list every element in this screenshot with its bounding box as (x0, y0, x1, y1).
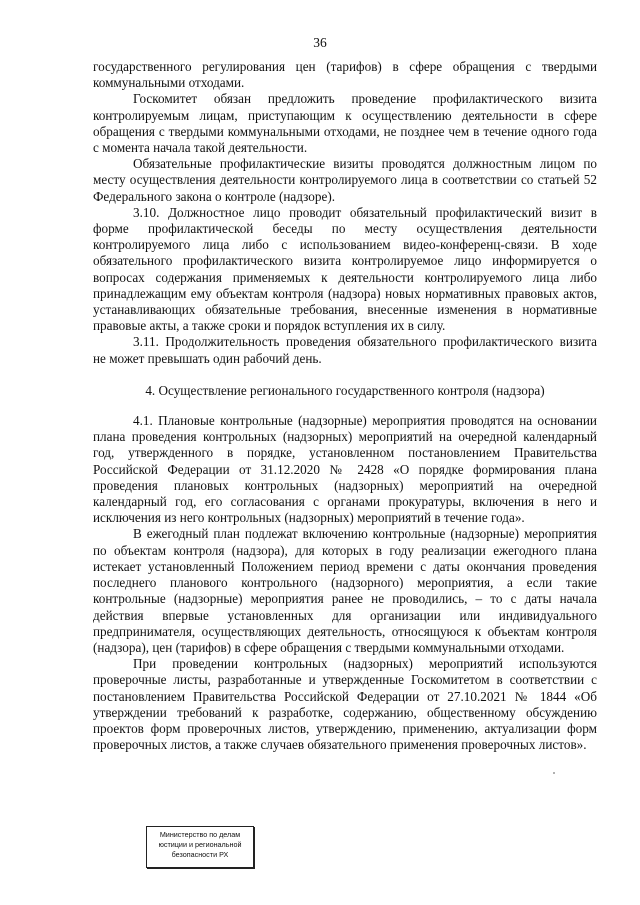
scan-speck (553, 772, 555, 774)
page-number: 36 (313, 35, 327, 50)
paragraph-checklists: При проведении контрольных (надзорных) мероприятий используются проверочные листы, разработанные и утвержденные Госкомитетом в соответствии с постановлением Правительства Российской Федерации от 27.10.2021 № 1844 «Об утверждении требований к разработке, содержанию, общественному обсуждению проектов форм проверочных листов, утверждению, применению, актуализации форм проверочных листов, а также случаев обязательного применения проверочных листов». (93, 656, 597, 753)
paragraph-goskomitet-obligation: Госкомитет обязан предложить проведение профилактического визита контролируемым лицам, приступающим к осуществлению деятельности в сфере обращения с твердыми коммунальными отходами, не позднее чем в течение одного года с момента начала такой деятельности. (93, 91, 597, 156)
section-heading: 4. Осуществление регионального государственного контроля (надзора) (145, 382, 545, 398)
document-body (93, 59, 597, 753)
stamp-line: безопасности РХ (171, 850, 229, 859)
stamp-line: юстиции и региональной (158, 840, 242, 849)
paragraph-annual-plan: В ежегодный план подлежат включению контрольные (надзорные) мероприятия по объектам контроля (надзора), для которых в году реализации ежегодного плана истекает установленный Положением период времени с даты окончания проведения последнего планового контрольного (надзорного) мероприятия, а если такие контрольные (надзорные) мероприятия ранее не проводились, – то с даты начала действия впервые установленных для организации или индивидуального предпринимателя, осуществляющих деятельность, относящуюся к объектам контроля (надзора), цен (тарифов) в сфере обращения с твердыми коммунальными отходами. (93, 526, 597, 655)
paragraph-continuation: государственного регулирования цен (тарифов) в сфере обращения с твердыми коммунальными отходами. (93, 59, 597, 91)
paragraph-3-11: 3.11. Продолжительность проведения обязательного профилактического визита не может превышать один рабочий день. (93, 334, 597, 366)
ministry-stamp (146, 826, 254, 868)
paragraph-4-1: 4.1. Плановые контрольные (надзорные) мероприятия проводятся на основании плана проведения контрольных (надзорных) мероприятий на очередной календарный год, утвержденного в порядке, установленном постановлением Правительства Российской Федерации от 31.12.2020 № 2428 «О порядке формирования плана проведения плановых контрольных (надзорных) мероприятий на очередной календарный год, его согласования с органами прокуратуры, включения в него и исключения из него контрольных (надзорных) мероприятий в течение года». (93, 413, 597, 526)
paragraph-mandatory-visits: Обязательные профилактические визиты проводятся должностным лицом по месту осуществления деятельности контролируемого лица в соответствии со статьей 52 Федерального закона о контроле (надзоре). (93, 156, 597, 204)
stamp-line: Министерство по делам (159, 830, 241, 839)
paragraph-3-10: 3.10. Должностное лицо проводит обязательный профилактический визит в форме профилактической беседы по месту осуществления деятельности контролируемого лица либо с использованием видео-конференц-связи. В ходе обязательного профилактического визита контролируемое лицо информируется о вопросах содержания применяемых к деятельности контролируемого лица либо принадлежащим ему объектам контроля (надзора) новых нормативных правовых актов, устанавливающих обязательные требования, внесенные изменения в нормативные правовые акты, а также сроки и порядок вступления их в силу. (93, 204, 597, 334)
